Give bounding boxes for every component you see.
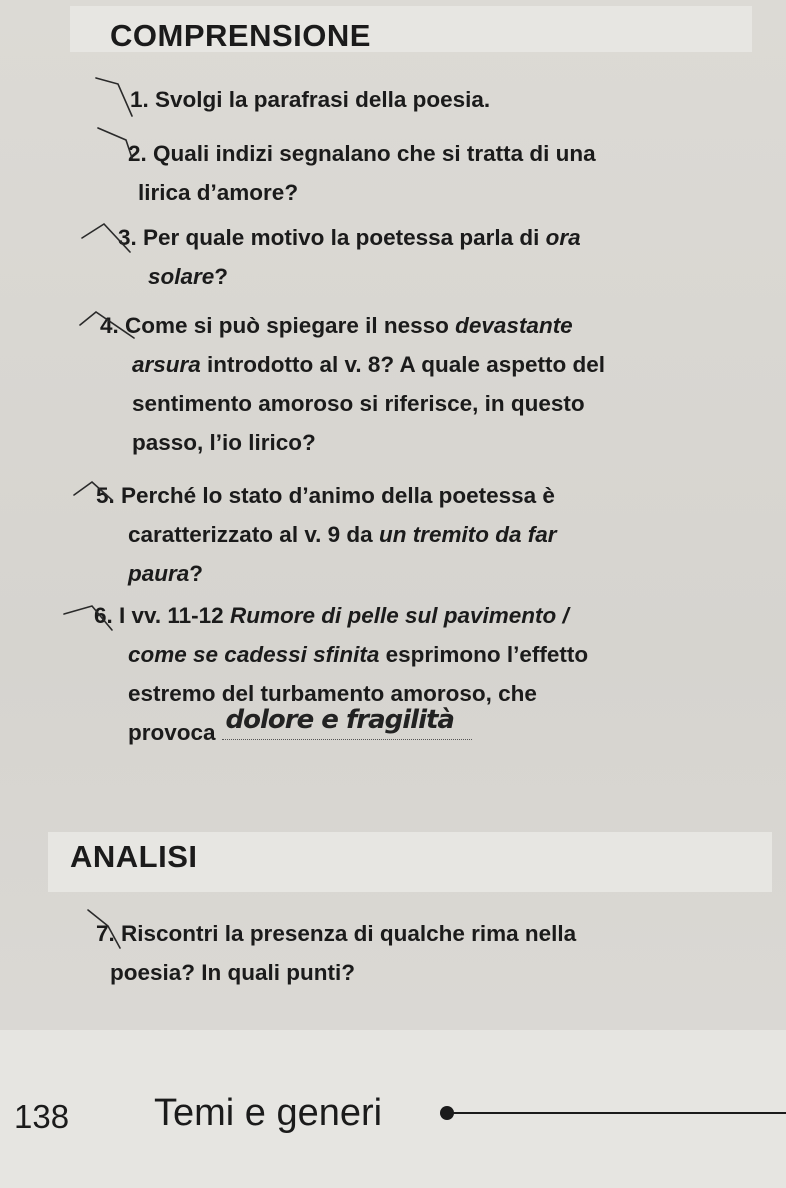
handwritten-answer: dolore e fragilità — [225, 705, 454, 735]
question-text: I vv. 11-12 — [119, 603, 230, 628]
pencil-tick-2 — [98, 128, 132, 158]
question-3 — [118, 218, 581, 296]
question-6 — [94, 596, 588, 752]
italic-quote: paura — [128, 561, 190, 586]
question-number: 3. — [118, 225, 137, 250]
footer-area — [0, 1030, 786, 1188]
pencil-tick-1 — [96, 78, 132, 116]
question-text-cont: ? — [214, 264, 229, 289]
question-number: 1. — [130, 87, 149, 112]
italic-quote: ora — [545, 225, 581, 250]
running-title: Temi e generi — [154, 1092, 383, 1134]
question-text-cont: ? — [189, 561, 204, 586]
question-1 — [130, 80, 490, 119]
italic-quote: devastante — [455, 313, 573, 338]
italic-quote: solare — [148, 264, 215, 289]
question-text-cont: lirica d’amore? — [138, 180, 299, 205]
italic-quote: come se cadessi sfinita — [128, 642, 380, 667]
question-text: Svolgi la parafrasi della poesia. — [155, 87, 491, 112]
question-text: Quali indizi segnalano che si tratta di una — [153, 141, 596, 166]
question-text-cont: introdotto al v. 8? A quale aspetto del — [200, 352, 605, 377]
question-text-cont: poesia? In quali punti? — [110, 960, 355, 985]
question-number: 2. — [128, 141, 147, 166]
question-number: 4. — [100, 313, 119, 338]
question-text-cont: provoca — [128, 720, 216, 745]
italic-quote: un tremito da far — [378, 522, 557, 547]
question-text-cont: passo, l’io lirico? — [132, 430, 316, 455]
section-title-analisi: ANALISI — [70, 839, 198, 874]
question-text-cont: estremo del turbamento amoroso, che — [128, 681, 537, 706]
question-text: Per quale motivo la poetessa parla di — [143, 225, 546, 250]
question-text: Perché lo stato d’animo della poetessa è — [121, 483, 555, 508]
page-number: 138 — [14, 1098, 70, 1135]
footer-rule — [452, 1112, 786, 1114]
question-5 — [96, 476, 556, 593]
question-text-cont: esprimono l’effetto — [379, 642, 589, 667]
question-number: 7. — [96, 921, 115, 946]
question-7 — [96, 914, 576, 992]
section-title-comprensione: COMPRENSIONE — [110, 18, 371, 53]
question-text: Come si può spiegare il nesso — [125, 313, 456, 338]
question-number: 6. — [94, 603, 113, 628]
italic-quote: Rumore di pelle sul pavimento / — [229, 603, 569, 628]
question-text-cont: sentimento amoroso si riferisce, in questo — [132, 391, 585, 416]
question-text-cont: caratterizzato al v. 9 da — [128, 522, 379, 547]
italic-quote: arsura — [132, 352, 201, 377]
question-text: Riscontri la presenza di qualche rima nella — [121, 921, 577, 946]
question-2 — [128, 130, 596, 212]
answer-field[interactable] — [222, 705, 472, 740]
question-number: 5. — [96, 483, 115, 508]
question-4 — [100, 306, 605, 462]
